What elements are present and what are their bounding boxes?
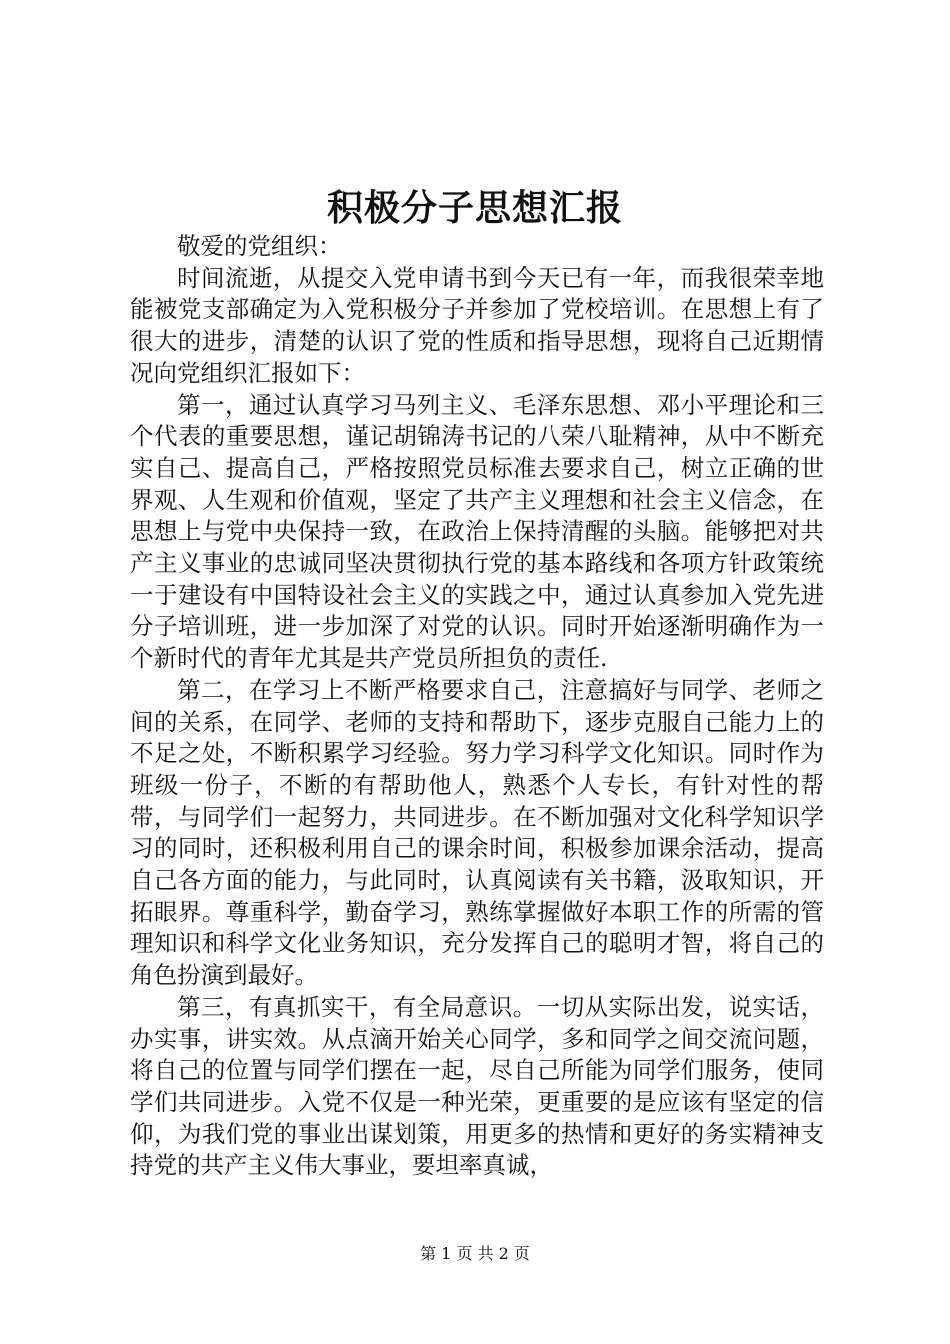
- page-footer: 第 1 页 共 2 页: [420, 1244, 530, 1263]
- document-body: [130, 231, 824, 1182]
- document-title: 积极分子思想汇报: [326, 187, 623, 229]
- salutation: 敬爱的党组织：: [177, 232, 342, 260]
- paragraph-3: 第二，在学习上不断严格要求自己，注意搞好与同学、老师之间的关系，在同学、老师的支持和帮助下，逐步克服自己能力上的不足之处，不断积累学习经验。努力学习科学文化知识。同时作为班级一份子，不断的有帮助他人，熟悉个人专长，有针对性的帮带，与同学们一起努力，共同进步。在不断加强对文化科学知识学习的同时，还积极利用自己的课余时间，积极参加课余活动，提高自己各方面的能力，与此同时，认真阅读有关书籍，汲取知识，开拓眼界。尊重科学，勤奋学习，熟练掌握做好本职工作的所需的管理知识和科学文化业务知识，充分发挥自己的聪明才智，将自己的角色扮演到最好。: [130, 675, 824, 990]
- paragraph-4: 第三，有真抓实干，有全局意识。一切从实际出发，说实话，办实事，讲实效。从点滴开始关心同学，多和同学之间交流问题，将自己的位置与同学们摆在一起，尽自己所能为同学们服务，使同学们共同进步。入党不仅是一种光荣，更重要的是应该有坚定的信仰，为我们党的事业出谋划策，用更多的热情和更好的务实精神支持党的共产主义伟大事业，要坦率真诚，: [130, 992, 824, 1180]
- paragraph-2: 第一，通过认真学习马列主义、毛泽东思想、邓小平理论和三个代表的重要思想，谨记胡锦涛书记的八荣八耻精神，从中不断充实自己、提高自己，严格按照党员标准去要求自己，树立正确的世界观、人生观和价值观，坚定了共产主义理想和社会主义信念，在思想上与党中央保持一致，在政治上保持清醒的头脑。能够把对共产主义事业的忠诚同坚决贯彻执行党的基本路线和各项方针政策统一于建设有中国特设社会主义的实践之中，通过认真参加入党先进分子培训班，进一步加深了对党的认识。同时开始逐渐明确作为一个新时代的青年尤其是共产党员所担负的责任.: [130, 390, 824, 673]
- paragraph-1: 时间流逝，从提交入党申请书到今天已有一年，而我很荣幸地能被党支部确定为入党积极分子并参加了党校培训。在思想上有了很大的进步，清楚的认识了党的性质和指导思想，现将自己近期情况向党组织汇报如下：: [130, 263, 824, 387]
